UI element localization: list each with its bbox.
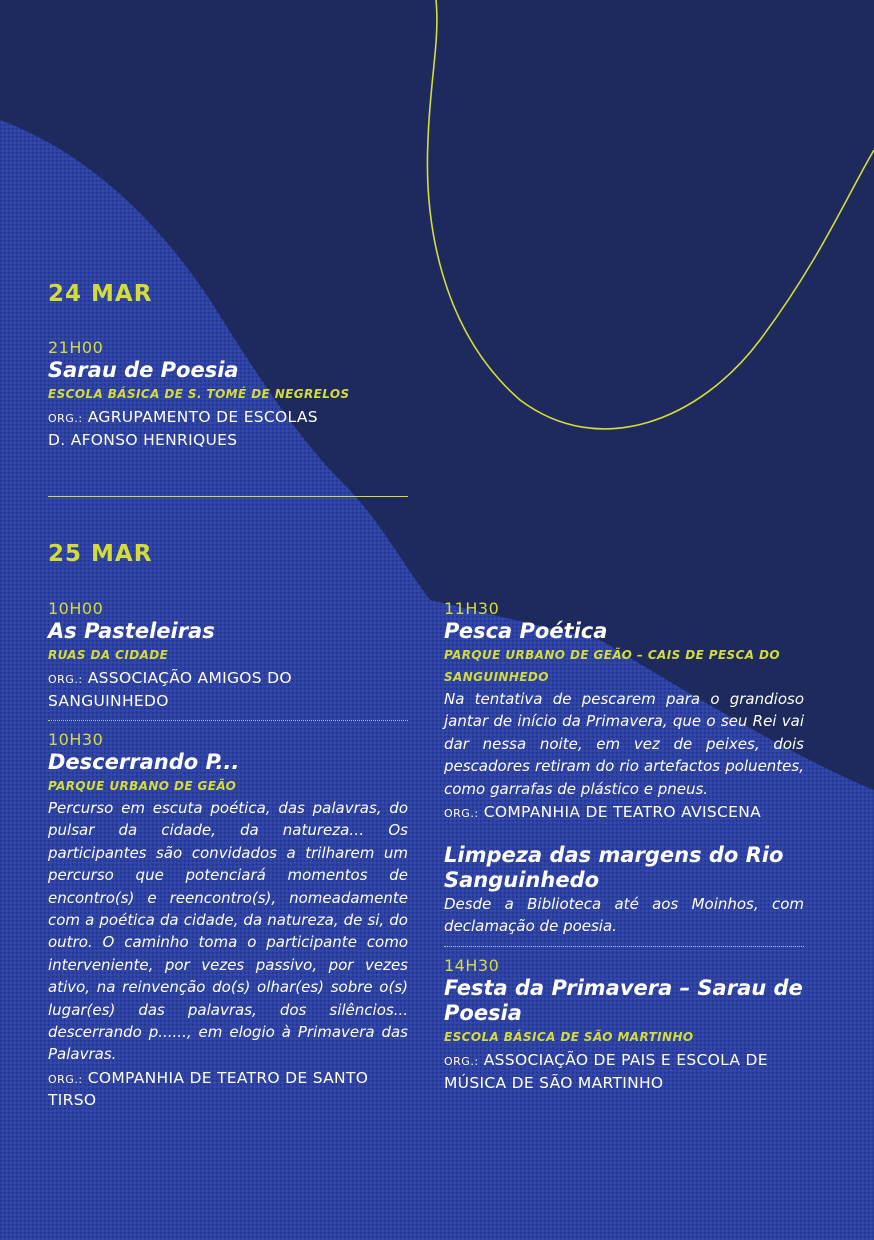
org-label: ORG.: xyxy=(444,1055,479,1069)
event-place: PARQUE URBANO DE GEÃO – CAIS DE PESCA DO SANGUINHEDO xyxy=(444,648,781,684)
event-title: Limpeza das margens do Rio Sanguinhedo xyxy=(444,842,784,892)
org-name-line1: COMPANHIA DE TEATRO DE SANTO xyxy=(87,1068,369,1087)
org-name-line1: COMPANHIA DE TEATRO AVISCENA xyxy=(483,803,761,822)
spacer xyxy=(444,825,804,843)
event-organizer xyxy=(48,407,408,450)
org-name-line2: D. AFONSO HENRIQUES xyxy=(48,430,238,449)
event-organizer xyxy=(48,1068,408,1111)
event-time: 14H30 xyxy=(444,956,500,976)
event-title: Sarau de Poesia xyxy=(48,358,239,382)
event-time: 11H30 xyxy=(444,599,500,618)
event-time: 10H00 xyxy=(48,599,104,618)
event-place: ESCOLA BÁSICA DE S. TOMÉ DE NEGRELOS xyxy=(48,387,350,401)
event-descerrando xyxy=(48,730,408,1111)
event-divider xyxy=(48,720,408,721)
event-title: Festa da Primavera – Sarau de Poesia xyxy=(444,976,803,1026)
day-heading-24-mar: 24 MAR xyxy=(48,281,153,307)
event-organizer xyxy=(444,802,804,825)
org-name-line1: AGRUPAMENTO DE ESCOLAS xyxy=(87,408,318,426)
event-divider xyxy=(444,946,804,947)
day-heading-25-mar: 25 MAR xyxy=(48,541,153,567)
event-place: PARQUE URBANO DE GEÃO xyxy=(48,779,237,793)
event-time: 10H30 xyxy=(48,730,104,749)
event-pesca-poetica xyxy=(444,599,804,825)
org-name-line2: SANGUINHEDO xyxy=(48,691,169,710)
left-column xyxy=(48,599,408,1111)
section-divider xyxy=(48,496,408,497)
org-label: ORG.: xyxy=(48,412,83,425)
event-title: As Pasteleiras xyxy=(48,619,215,643)
event-sarau-de-poesia xyxy=(48,338,408,450)
org-name-line1: ASSOCIAÇÃO AMIGOS DO xyxy=(87,669,292,687)
org-label: ORG.: xyxy=(48,673,83,686)
org-name-line2: MÚSICA DE SÃO MARTINHO xyxy=(444,1073,664,1092)
event-title: Descerrando P... xyxy=(48,750,240,774)
event-time: 21H00 xyxy=(48,338,104,357)
event-description: Na tentativa de pescarem para o grandioso jantar de início da Primavera, que o seu Rei vai dar nessa noite, em vez de peixes, dois pescadores retiram do rio artefactos poluentes, como garrafas de plástico e pneus. xyxy=(444,690,804,798)
event-festa-da-primavera xyxy=(444,956,804,1093)
event-as-pasteleiras xyxy=(48,599,408,711)
event-description: Percurso em escuta poética, das palavras, do pulsar da cidade, da natureza… Os participantes são convidados a trilharem um percurso que potenciará momentos de encontro(s) e reencontro(s), nomeadamente com a poética da cidade, da natureza, de si, do outro. O caminho toma o participante como interveniente, por vezes passivo, por vezes ativo, na reinvenção do(s) olhar(es) sobre o(s) lugar(es) das palavras, dos silêncios... descerrando p......, em elogio à Primavera das Palavras. xyxy=(48,799,408,1064)
event-organizer xyxy=(48,668,408,711)
event-place: RUAS DA CIDADE xyxy=(48,648,169,662)
right-column xyxy=(444,599,804,1093)
org-label: ORG.: xyxy=(444,807,479,821)
org-name-line1: ASSOCIAÇÃO DE PAIS E ESCOLA DE xyxy=(483,1051,768,1070)
event-place: ESCOLA BÁSICA DE SÃO MARTINHO xyxy=(444,1030,694,1045)
org-label: ORG.: xyxy=(48,1072,83,1086)
event-title: Pesca Poética xyxy=(444,619,608,643)
event-description: Desde a Biblioteca até aos Moinhos, com declamação de poesia. xyxy=(444,894,804,935)
event-limpeza-margens xyxy=(444,843,804,938)
event-organizer xyxy=(444,1050,804,1093)
org-name-line2: TIRSO xyxy=(48,1091,97,1110)
